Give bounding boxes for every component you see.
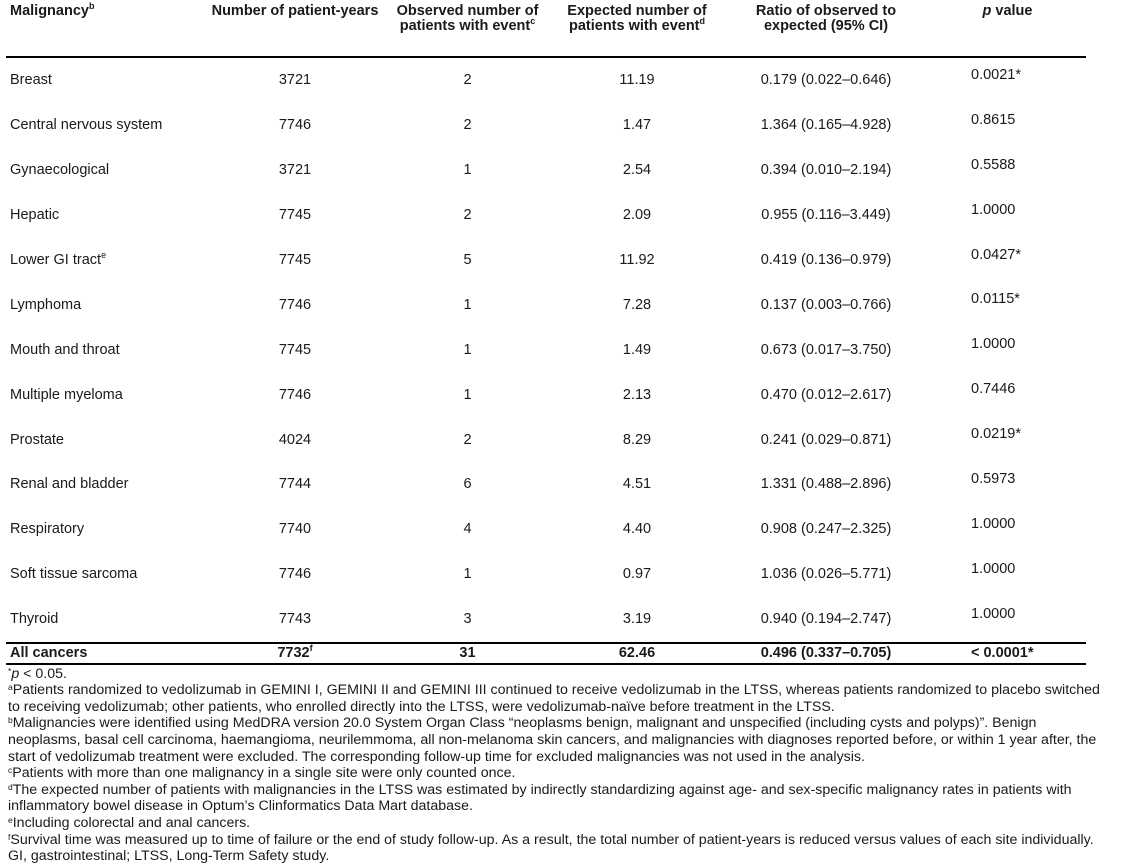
table-row — [6, 507, 1086, 552]
table-row — [6, 327, 1086, 372]
table-row — [6, 103, 1086, 148]
cell-p-value: 0.5973 — [971, 471, 1016, 488]
footnote: $^e$Including colorectal and anal cancers. — [8, 814, 251, 831]
table-row — [6, 238, 1086, 283]
cell-p-value: 0.5588 — [971, 156, 1016, 173]
cell-malignancy: Breast — [10, 72, 52, 89]
table-row — [6, 417, 1086, 462]
cell-patient-years: 7743 — [278, 611, 312, 628]
cell-p-value: 1.0000 — [971, 605, 1016, 622]
cell-patient-years: 7746 — [278, 386, 312, 403]
header-ratio: Ratio of observed to expected (95% CI) — [723, 0, 929, 57]
cell-observed: 6 — [463, 476, 472, 493]
cell-malignancy: Prostate — [10, 431, 64, 448]
total-cell-patient-years: 7732$^f$ — [206, 643, 384, 664]
cell-observed: 1 — [463, 162, 472, 179]
cell-observed: 2 — [463, 207, 472, 224]
cell-ratio: 0.955 (0.116–3.449) — [761, 207, 891, 224]
malignancy-table — [6, 0, 1086, 665]
cell-patient-years: 7746 — [278, 296, 312, 313]
cell-malignancy: Lower GI tract$^e$ — [10, 250, 107, 268]
cell-p-value: 0.0219* — [971, 426, 1021, 443]
cell-expected: 11.92 — [619, 252, 655, 268]
table-row — [6, 282, 1086, 327]
cell-expected: 0.97 — [622, 566, 652, 583]
cell-p-value: 1.0000 — [971, 336, 1016, 353]
cell-p-value: 0.8615 — [971, 111, 1016, 128]
cell-malignancy: Soft tissue sarcoma — [10, 566, 138, 583]
cell-patient-years: 7745 — [278, 341, 312, 358]
cell-ratio: 0.137 (0.003–0.766) — [760, 296, 892, 313]
table-row — [6, 193, 1086, 238]
cell-patient-years: 7745 — [278, 207, 312, 224]
cell-malignancy: Central nervous system — [10, 117, 163, 134]
cell-ratio: 0.908 (0.247–2.325) — [760, 521, 892, 538]
cell-malignancy: Lymphoma — [10, 296, 82, 313]
cell-expected: 1.49 — [622, 341, 652, 358]
cell-p-value: 0.0427* — [971, 246, 1021, 263]
cell-malignancy: Hepatic — [10, 207, 60, 224]
footnote: GI, gastrointestinal; LTSS, Long-Term Safety study. — [8, 848, 330, 865]
cell-patient-years: 7746 — [278, 117, 312, 134]
total-cell-p-value: < 0.0001* — [929, 643, 1086, 664]
cell-expected: 8.29 — [622, 431, 652, 448]
total-cell-ratio: 0.496 (0.337–0.705) — [723, 643, 929, 664]
table-row — [6, 57, 1086, 103]
cell-patient-years: 7744 — [278, 476, 312, 493]
cell-observed: 1 — [463, 386, 472, 403]
cell-malignancy: Mouth and throat — [10, 341, 120, 358]
table-body — [6, 57, 1086, 664]
cell-ratio: 1.331 (0.488–2.896) — [760, 476, 892, 493]
cell-p-value: 1.0000 — [971, 515, 1016, 532]
cell-malignancy: Respiratory — [10, 521, 85, 538]
table-row — [6, 372, 1086, 417]
cell-ratio: 1.364 (0.165–4.928) — [760, 117, 892, 134]
table-row — [6, 148, 1086, 193]
footnote: $^a$Patients randomized to vedolizumab in GEMINI I, GEMINI II and GEMINI III continued to receive vedolizumab in the LTSS, whereas patients randomized to placebo switched to receiving vedolizumab; other patients, who enrolled directly into the LTSS, were vedolizumab-naïve before treatment in the LTSS. — [8, 682, 1100, 715]
footnote: $^c$Patients with more than one malignancy in a single site were only counted once. — [8, 765, 516, 782]
table-row — [6, 462, 1086, 507]
cell-p-value: 0.7446 — [971, 381, 1016, 398]
cell-ratio: 1.036 (0.026–5.771) — [760, 566, 892, 583]
cell-ratio: 0.940 (0.194–2.747) — [760, 611, 892, 628]
cell-malignancy: Gynaecological — [10, 162, 110, 179]
cell-expected: 11.19 — [619, 72, 655, 89]
cell-expected: 4.51 — [622, 476, 652, 493]
total-cell-malignancy: All cancers — [6, 643, 206, 664]
cell-ratio: 0.673 (0.017–3.750) — [760, 341, 892, 358]
cell-malignancy: Multiple myeloma — [10, 386, 123, 403]
cell-observed: 2 — [463, 431, 472, 448]
cell-p-value: 1.0000 — [971, 201, 1016, 218]
cell-ratio: 0.179 (0.022–0.646) — [760, 72, 892, 89]
cell-observed: 1 — [463, 566, 472, 583]
header-p-value: p value — [929, 0, 1086, 57]
cell-ratio: 0.394 (0.010–2.194) — [760, 162, 892, 179]
cell-patient-years: 7746 — [278, 566, 312, 583]
footnote: $^d$The expected number of patients with malignancies in the LTSS was estimated by indirectly standardizing against age- and sex-specific malignancy rates in patients with inflammatory bowel disease in Optum’s Clinformatics Data Mart database. — [8, 781, 1072, 815]
footnote: $^f$Survival time was measured up to time of failure or the end of study follow-up. As a result, the total number of patient-years is reduced versus values of each site individually. — [8, 831, 1094, 848]
table-header-row — [6, 0, 1086, 57]
document — [6, 0, 1118, 865]
cell-malignancy: Renal and bladder — [10, 476, 129, 493]
table-row — [6, 552, 1086, 597]
cell-p-value: 0.0021* — [971, 67, 1021, 83]
cell-expected: 2.54 — [622, 162, 652, 179]
cell-expected: 3.19 — [622, 611, 652, 628]
cell-expected: 7.28 — [622, 296, 652, 313]
cell-observed: 2 — [463, 72, 472, 89]
cell-expected: 1.47 — [622, 117, 652, 134]
cell-expected: 4.40 — [622, 521, 652, 538]
table-total-row — [6, 643, 1086, 664]
cell-patient-years: 3721 — [278, 72, 312, 89]
cell-ratio: 0.241 (0.029–0.871) — [760, 431, 892, 448]
total-cell-observed: 31 — [384, 643, 551, 664]
total-cell-expected: 62.46 — [551, 643, 723, 664]
cell-patient-years: 3721 — [278, 162, 312, 179]
cell-observed: 1 — [463, 296, 472, 313]
cell-observed: 4 — [463, 521, 472, 538]
cell-ratio: 0.470 (0.012–2.617) — [760, 386, 892, 403]
header-expected: Expected number of patients with event$^d$ — [551, 0, 723, 57]
cell-malignancy: Thyroid — [10, 611, 59, 628]
footnote: $^b$Malignancies were identified using MedDRA version 20.0 System Organ Class “neoplasms benign, malignant and unspecified (including cysts and polyps)”. Benign neoplasms, basal cell carcinoma, haemangioma, neurilemmoma, all non-melanoma skin cancers, and malignancies with diagnoses reported before, or within 1 year after, the start of vedolizumab treatment were excluded. The corresponding follow-up time for excluded malignancies was not used in the analysis. — [8, 715, 1097, 765]
cell-p-value: 0.0115* — [971, 291, 1020, 308]
cell-p-value: 1.0000 — [971, 560, 1016, 577]
cell-observed: 5 — [463, 252, 472, 268]
cell-expected: 2.13 — [622, 386, 652, 403]
footnote: *p < 0.05. — [8, 665, 67, 682]
cell-patient-years: 7745 — [278, 252, 312, 268]
footnotes — [6, 666, 1106, 865]
cell-patient-years: 4024 — [278, 431, 312, 448]
cell-observed: 2 — [463, 117, 472, 134]
cell-patient-years: 7740 — [278, 521, 312, 538]
header-malignancy: Malignancy$^b$ — [6, 0, 206, 57]
table-row — [6, 597, 1086, 643]
header-observed: Observed number of patients with event$^c$ — [384, 0, 551, 57]
cell-observed: 1 — [463, 341, 472, 358]
cell-observed: 3 — [463, 611, 472, 628]
header-patient-years: Number of patient-years — [206, 0, 384, 57]
cell-ratio: 0.419 (0.136–0.979) — [760, 252, 892, 268]
cell-expected: 2.09 — [622, 207, 652, 224]
